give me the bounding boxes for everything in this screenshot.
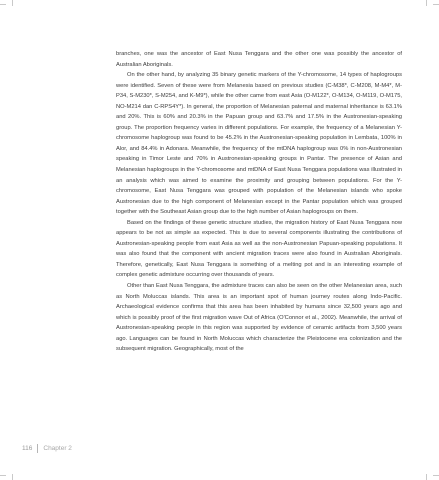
paragraph: Based on the findings of these genetic structure studies, the migration history of East Nusa Tenggara now appears to be not as simple as expected. This is due to several components illustrating the contributions of Austronesian-speaking people from east Asia as well as the non-Austronesian Papuan-speaking populations. It was also found that the component with ancient migration traces were also found in Australian Aboriginals. Therefore, genetically, East Nusa Tenggara is something of a melting pot and is an interesting example of complex genetic admixture occurring over thousands of years.: [116, 219, 402, 279]
paragraph: On the other hand, by analyzing 35 binary genetic markers of the Y-chromosome, 14 types of haplogroups were identified. Seven of these were from Melanesia based on previous studies (C-M38*, C-M208, M-M4*, M-P34, S-M230*, S-M254, and K-M9*), while the other came from east Asia (O-M122*, O-M134, O-M119, O-M175, NO-M214 dan C-RPS4Y*). In general, the proportion of Melanesian paternal and maternal inheritance is 63.1% and 20%. This is 60% and 20.3% in the Papuan group and 63.7% and 17.5% in the Austronesian-speaking group. The proportion frequency varies in different populations. For example, the frequency of a Melanesian Y-chromosome haplogroup was found to be 45.2% in the Austronesian-speaking population in Lembata, 100% in Alor, and 84.4% in Adonara. Meanwhile, the frequency of the mtDNA haplogroup was 0% in non-Austronesian speaking in Timor Leste and 70% in Austronesian-speaking groups in Pantar. The presence of Asian and Melanesian haplogroups in the Y-chromosome and mtDNA of East Nusa Tenggara populations was illustrated in an analysis which was aimed to examine the proximity and grouping between populations. For the Y-chromosome, East Nusa Tenggara was grouped with population of the Melanesian islands who spoke Austronesian due to the high component of Melanesian except in the Pantar population which was grouped together with the Southeast Asian group due to the high number of Asian haplogroups on them.: [116, 72, 402, 216]
crop-mark: [426, 0, 427, 6]
page-footer: [22, 444, 72, 453]
body-text: [116, 49, 402, 355]
paragraph: branches, one was the ancestor of East Nusa Tenggara and the other one was possibly the ancestor of Australian Aboriginals.: [116, 51, 402, 68]
crop-mark: [426, 474, 427, 480]
crop-mark: [0, 4, 6, 5]
footer-divider: [37, 444, 38, 453]
paragraph: Other than East Nusa Tenggara, the admixture traces can also be seen on the other Melanesian area, such as North Moluccas islands. This area is an important spot of human journey routes along Indo-Pacific. Archaeological evidence confirms that this area has been inhabited by humans since 32,500 years ago and which is possibly proof of the first migration wave Out of Africa (O'Connor et al., 2002). Meanwhile, the arrival of Austronesian-speaking people in this region was supported by evidence of ceramic artifacts from 3,500 years ago. Languages can be found in North Moluccas which characterize the Pleistocene era colonization and the subsequent migration. Geographically, most of the: [116, 283, 402, 353]
crop-mark: [12, 0, 13, 6]
crop-mark: [433, 475, 439, 476]
page-number: 116: [22, 445, 33, 452]
crop-mark: [12, 474, 13, 480]
crop-mark: [0, 475, 6, 476]
crop-mark: [433, 4, 439, 5]
chapter-label: Chapter 2: [43, 445, 72, 452]
